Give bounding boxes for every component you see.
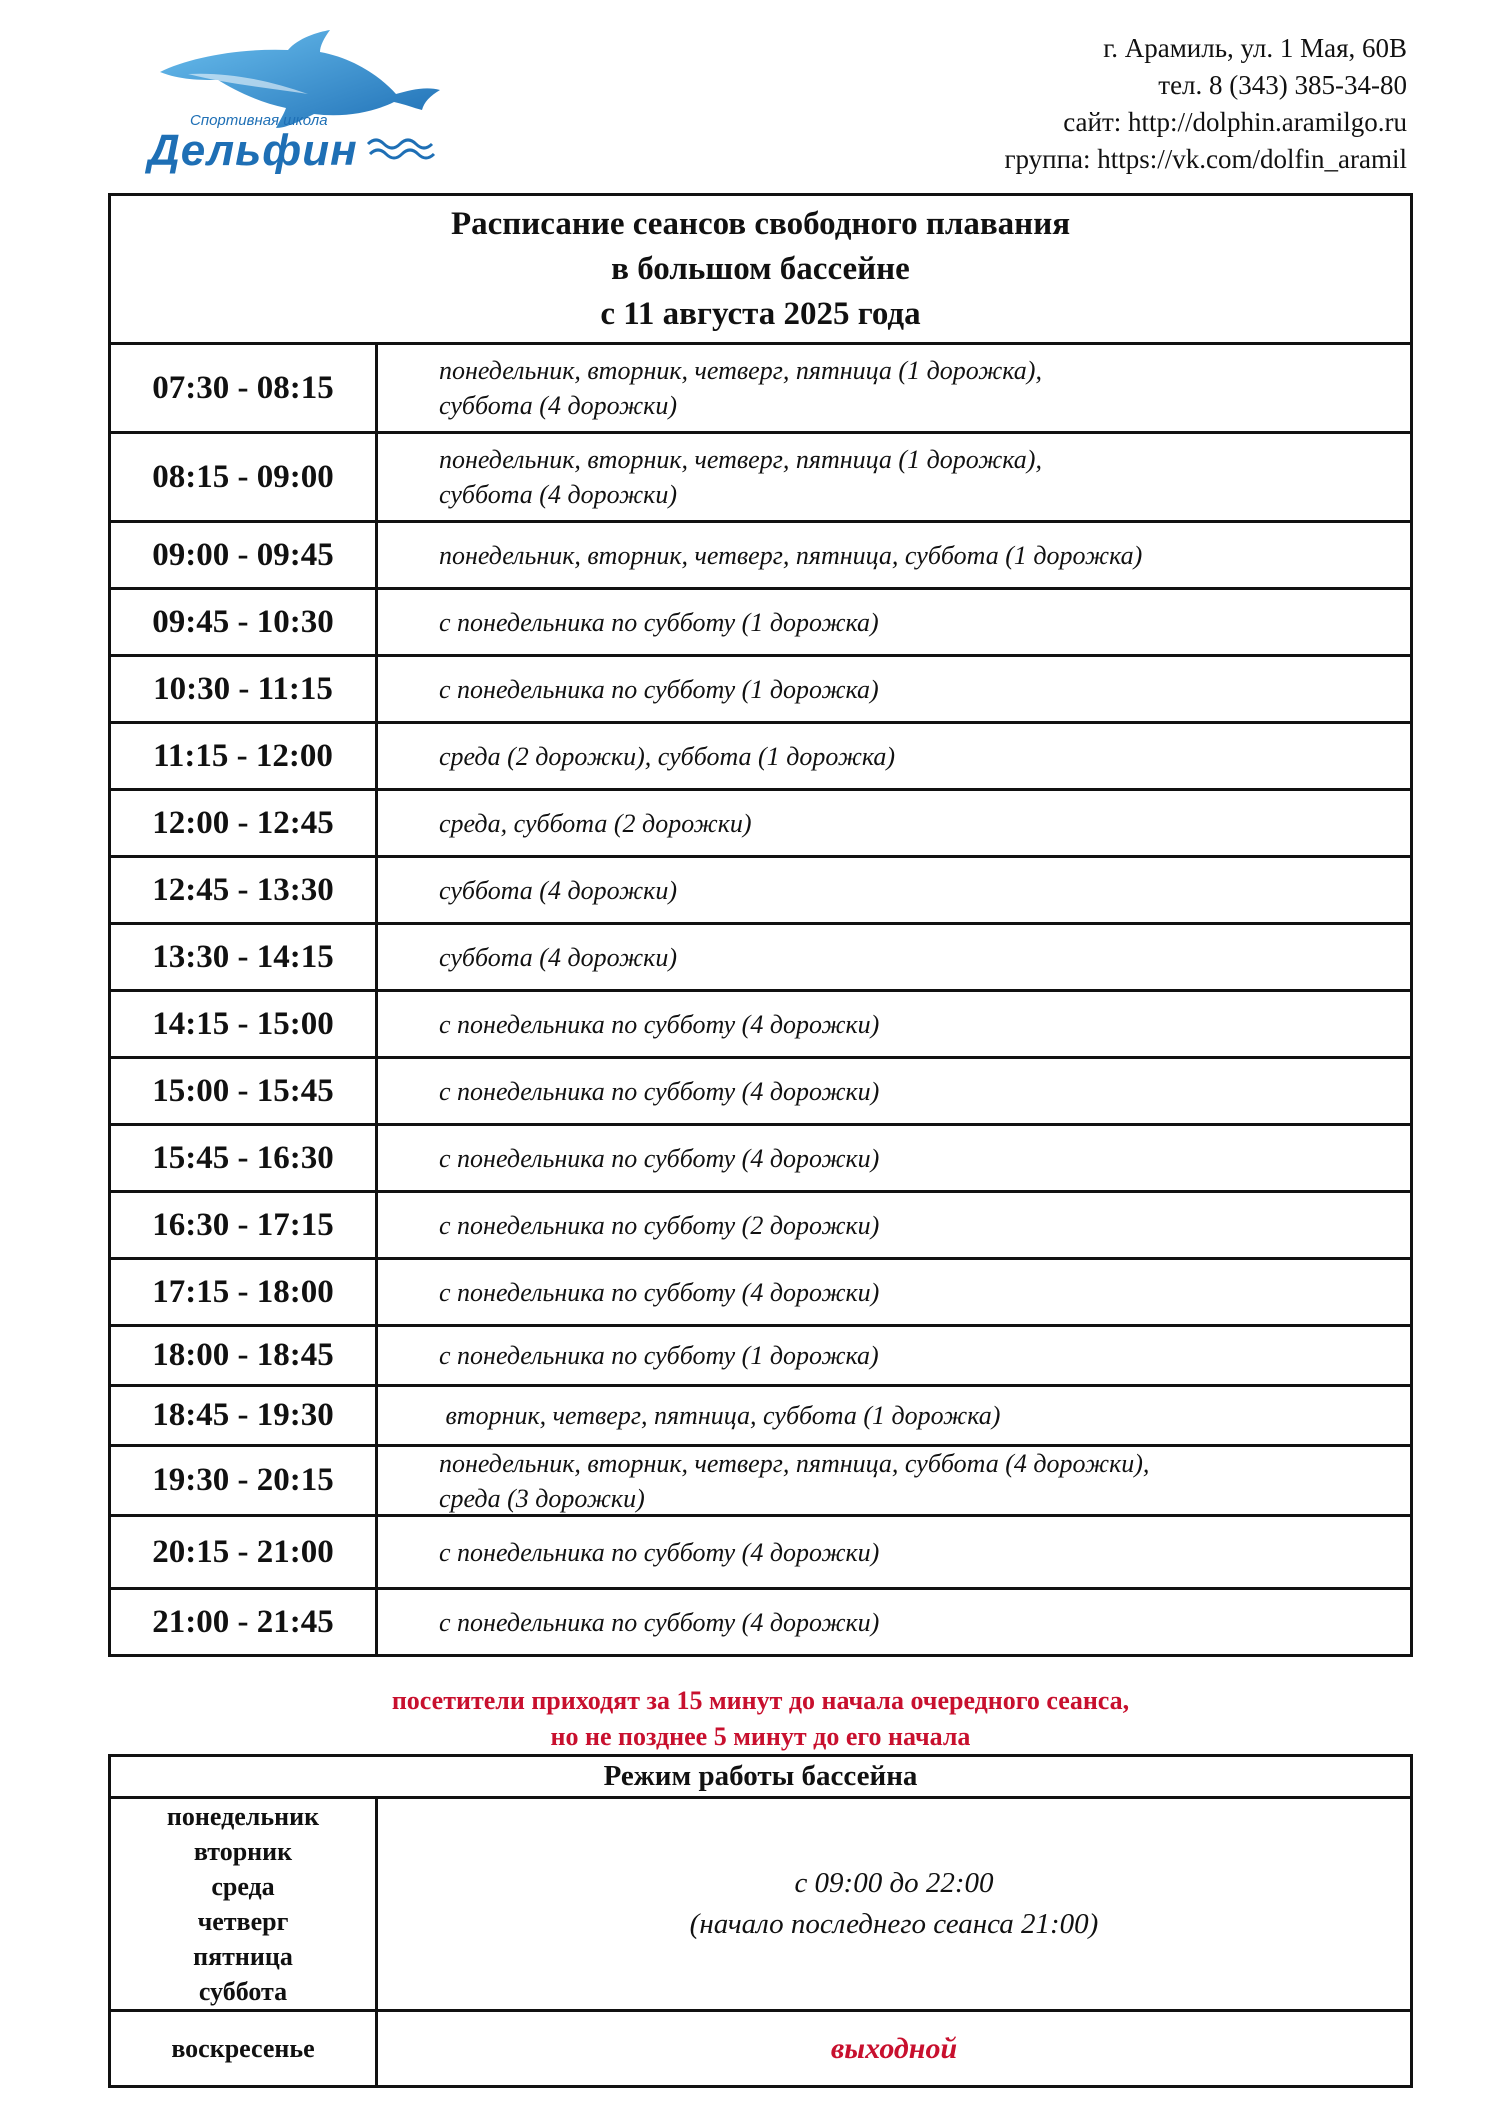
session-days-line: с понедельника по субботу (4 дорожки) [439,1143,880,1173]
logo-small-text: Спортивная школа [190,112,328,129]
weekday: среда [211,1872,275,1901]
session-time: 12:00 - 12:45 [111,791,378,855]
schedule-row [111,523,1410,590]
schedule-row [111,1327,1410,1387]
weekday: четверг [197,1907,289,1936]
session-days-line: суббота (4 дорожки) [439,942,677,972]
sunday-row [111,2012,1410,2085]
session-time: 18:00 - 18:45 [111,1327,378,1384]
session-days-line: с понедельника по субботу (1 дорожка) [439,674,879,704]
schedule-title [111,196,1410,345]
session-days [378,724,1410,788]
schedule-row [111,345,1410,434]
session-days-line: среда (3 дорожки) [439,1483,645,1513]
session-time: 07:30 - 08:15 [111,345,378,431]
session-days [378,992,1410,1056]
session-time: 21:00 - 21:45 [111,1590,378,1654]
session-time: 18:45 - 19:30 [111,1387,378,1444]
session-days [378,1327,1410,1384]
schedule-row [111,925,1410,992]
session-days-line: среда, суббота (2 дорожки) [439,808,752,838]
session-time: 20:15 - 21:00 [111,1517,378,1587]
notice-line: посетители приходят за 15 минут до начала очередного сеанса, [391,1686,1130,1715]
session-time: 13:30 - 14:15 [111,925,378,989]
session-time: 19:30 - 20:15 [111,1447,378,1514]
session-days [378,925,1410,989]
weekday: вторник [193,1837,293,1866]
weekday: пятница [193,1942,293,1971]
session-days [378,1126,1410,1190]
session-days-line: с понедельника по субботу (2 дорожки) [439,1210,880,1240]
sunday-label: воскресенье [111,2012,378,2085]
session-days [378,1059,1410,1123]
session-days-line: с понедельника по субботу (1 дорожка) [439,607,879,637]
schedule-row [111,858,1410,925]
session-days [378,858,1410,922]
schedule-title-line: в большом бассейне [611,250,910,287]
session-days-line: вторник, четверг, пятница, суббота (1 дорожка) [439,1401,1001,1430]
schedule-row [111,992,1410,1059]
session-time: 15:00 - 15:45 [111,1059,378,1123]
schedule-row [111,1590,1410,1654]
notice-line: но не позднее 5 минут до его начала [550,1722,971,1751]
weekday: понедельник [166,1802,320,1831]
schedule-row [111,1260,1410,1327]
weekday-hours-note: (начало последнего сеанса 21:00) [689,1908,1099,1940]
session-days [378,345,1410,431]
sunday-status: выходной [830,2032,958,2065]
schedule-row [111,1447,1410,1517]
session-time: 11:15 - 12:00 [111,724,378,788]
session-days-line: среда (2 дорожки), суббота (1 дорожка) [439,741,896,771]
session-days-line: суббота (4 дорожки) [439,875,677,905]
weekday-hours-row [111,1799,1410,2012]
session-days-line: с понедельника по субботу (4 дорожки) [439,1076,880,1106]
arrival-notice [108,1683,1413,1755]
session-days-line: с понедельника по субботу (1 дорожка) [439,1341,879,1370]
address: г. Арамиль, ул. 1 Мая, 60В [1103,33,1407,63]
session-days [378,1590,1410,1654]
session-days [378,657,1410,721]
session-time: 16:30 - 17:15 [111,1193,378,1257]
session-days-line: суббота (4 дорожки) [439,480,677,509]
session-days-line: понедельник, вторник, четверг, пятница (1 дорожка), [439,356,1042,385]
schedule-row [111,590,1410,657]
session-days [378,523,1410,587]
vk-group[interactable]: группа: https://vk.com/dolfin_aramil [1004,144,1407,174]
opening-hours-table [108,1754,1413,2088]
session-time: 09:00 - 09:45 [111,523,378,587]
session-days [378,791,1410,855]
schedule-title-line: с 11 августа 2025 года [600,295,921,332]
school-logo [148,28,478,178]
session-days-line: с понедельника по субботу (4 дорожки) [439,1607,880,1637]
session-days-line: понедельник, вторник, четверг, пятница, суббота (4 дорожки), [439,1448,1150,1478]
session-days-line: с понедельника по субботу (4 дорожки) [439,1537,880,1567]
session-days [378,1387,1410,1444]
schedule-row [111,724,1410,791]
schedule-row [111,657,1410,724]
session-days [378,434,1410,520]
hours-title: Режим работы бассейна [111,1757,1410,1799]
contact-info [1004,30,1407,178]
session-time: 09:45 - 10:30 [111,590,378,654]
session-time: 12:45 - 13:30 [111,858,378,922]
session-days-line: суббота (4 дорожки) [439,391,677,420]
schedule-row [111,434,1410,523]
session-days [378,1517,1410,1587]
phone: тел. 8 (343) 385-34-80 [1158,70,1407,100]
schedule-row [111,1126,1410,1193]
weekday-hours-range: с 09:00 до 22:00 [794,1867,994,1899]
schedule-row [111,1059,1410,1126]
session-days-line: понедельник, вторник, четверг, пятница (1 дорожка), [439,445,1042,474]
weekday: суббота [198,1977,288,2006]
session-days-line: с понедельника по субботу (4 дорожки) [439,1009,880,1039]
session-time: 08:15 - 09:00 [111,434,378,520]
weekday-list [111,1799,378,2009]
session-days [378,1193,1410,1257]
session-days [378,590,1410,654]
session-days [378,1447,1410,1514]
session-time: 14:15 - 15:00 [111,992,378,1056]
session-days [378,1260,1410,1324]
schedule-table [108,193,1413,1657]
schedule-row [111,1387,1410,1447]
website[interactable]: сайт: http://dolphin.aramilgo.ru [1063,107,1407,137]
schedule-row [111,1517,1410,1590]
logo-big-text: Дельфин [148,126,358,175]
session-time: 10:30 - 11:15 [111,657,378,721]
session-days-line: с понедельника по субботу (4 дорожки) [439,1277,880,1307]
session-time: 17:15 - 18:00 [111,1260,378,1324]
schedule-title-line: Расписание сеансов свободного плавания [450,205,1071,242]
schedule-row [111,1193,1410,1260]
weekday-hours [378,1799,1410,2009]
session-time: 15:45 - 16:30 [111,1126,378,1190]
schedule-row [111,791,1410,858]
session-days-line: понедельник, вторник, четверг, пятница, суббота (1 дорожка) [439,540,1143,570]
